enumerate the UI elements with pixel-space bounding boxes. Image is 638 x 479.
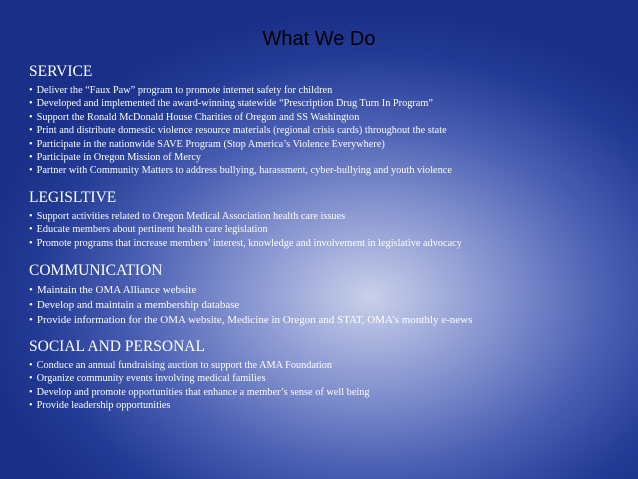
bullet-icon: •	[29, 400, 33, 412]
list-item-text: Maintain the OMA Alliance website	[36, 284, 197, 297]
bullet-icon: •	[29, 284, 33, 297]
list-item	[29, 399, 614, 412]
list-item	[29, 84, 614, 97]
section-social-and-personal	[29, 337, 614, 413]
bullet-icon: •	[29, 386, 33, 398]
bullet-icon: •	[29, 138, 33, 150]
list-item-text: Deliver the “Faux Paw” program to promote internet safety for children	[36, 85, 333, 96]
list-item-text: Educate members about pertinent health care legislation	[36, 224, 268, 236]
list-item	[29, 283, 614, 298]
list-item-text: Support the Ronald McDonald House Charities of Oregon and SS Washington	[36, 111, 360, 123]
list-item	[29, 223, 614, 236]
bullet-list	[29, 359, 614, 413]
bullet-icon: •	[29, 299, 33, 312]
list-item-text: Partner with Community Matters to address bullying, harassment, cyber-bullying and youth violence	[36, 165, 452, 177]
list-item-text: Organize community events involving medical families	[36, 373, 266, 385]
slide-title: What We Do	[262, 28, 376, 50]
bullet-icon: •	[29, 224, 33, 236]
list-item-text: Promote programs that increase members’ interest, knowledge and involvement in legislative advocacy	[36, 237, 462, 249]
bullet-list	[29, 84, 614, 178]
bullet-icon: •	[29, 85, 33, 96]
slide-content	[29, 62, 614, 423]
list-item-text: Provide information for the OMA website, Medicine in Oregon and STAT, OMA’s monthly e-news	[36, 314, 473, 327]
bullet-list	[29, 283, 614, 328]
section-heading: COMMUNICATION	[29, 262, 163, 280]
bullet-list	[29, 210, 614, 250]
section-service	[29, 62, 614, 178]
list-item	[29, 372, 614, 385]
bullet-icon: •	[29, 373, 33, 385]
list-item	[29, 124, 614, 137]
list-item-text: Print and distribute domestic violence resource materials (regional crisis cards) throughout the state	[36, 125, 447, 137]
list-item	[29, 237, 614, 250]
list-item	[29, 138, 614, 151]
list-item-text: Developed and implemented the award-winning statewide “Prescription Drug Turn In Program”	[36, 98, 433, 110]
list-item-text: Participate in Oregon Mission of Mercy	[36, 152, 202, 164]
list-item	[29, 313, 614, 328]
list-item-text: Conduce an annual fundraising auction to support the AMA Foundation	[36, 360, 333, 372]
bullet-icon: •	[29, 237, 33, 249]
section-heading: SERVICE	[29, 63, 93, 80]
list-item-text: Support activities related to Oregon Medical Association health care issues	[36, 210, 346, 222]
bullet-icon: •	[29, 314, 33, 327]
list-item	[29, 111, 614, 124]
bullet-icon: •	[29, 98, 33, 110]
list-item	[29, 298, 614, 313]
list-item-text: Provide leadership opportunities	[36, 400, 171, 412]
section-legislative	[29, 188, 614, 250]
list-item	[29, 164, 614, 177]
list-item	[29, 359, 614, 372]
section-heading: LEGISLTIVE	[29, 188, 117, 206]
bullet-icon: •	[29, 111, 33, 123]
bullet-icon: •	[29, 210, 33, 222]
section-heading: SOCIAL AND PERSONAL	[29, 338, 205, 356]
section-communication	[29, 261, 614, 328]
bullet-icon: •	[29, 165, 33, 177]
list-item	[29, 151, 614, 164]
bullet-icon: •	[29, 360, 33, 372]
bullet-icon: •	[29, 125, 33, 137]
list-item-text: Participate in the nationwide SAVE Program (Stop America’s Violence Everywhere)	[36, 138, 385, 150]
list-item	[29, 210, 614, 223]
bullet-icon: •	[29, 152, 33, 164]
list-item	[29, 386, 614, 399]
list-item-text: Develop and promote opportunities that enhance a member’s sense of well being	[36, 386, 370, 398]
list-item-text: Develop and maintain a membership database	[36, 299, 240, 312]
list-item	[29, 97, 614, 110]
